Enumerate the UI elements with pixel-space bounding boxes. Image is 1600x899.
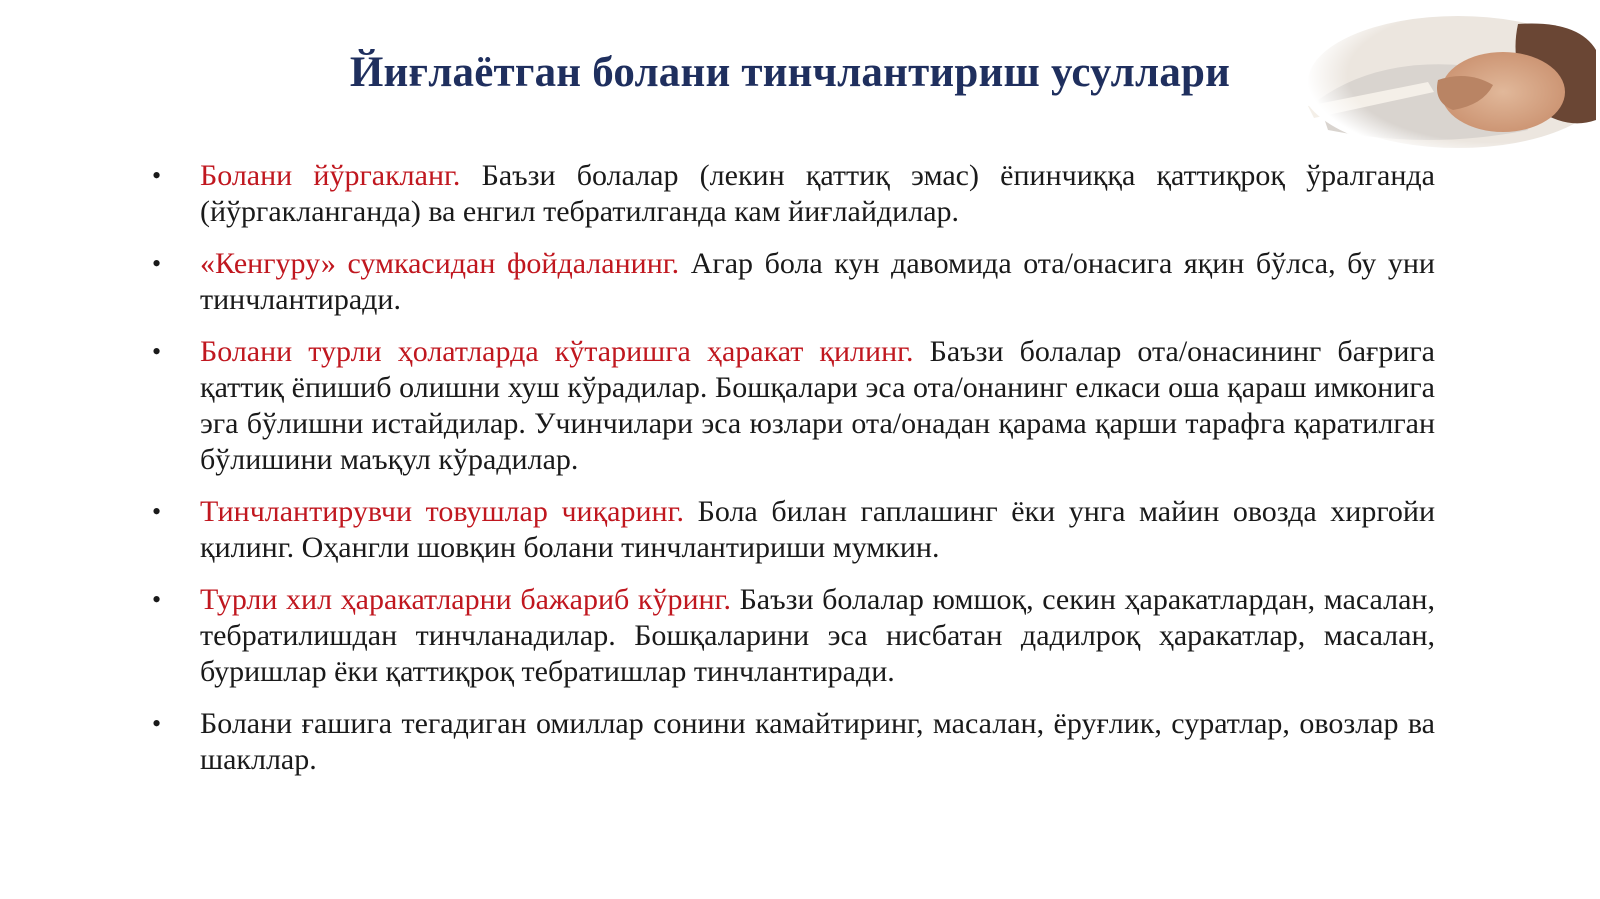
bullet-text: Баъзи болалар юмшоқ, секин ҳаракатлардан, масалан, тебратилишдан тинчланадилар. Бошқаларини эса нисбатан дадилроқ ҳаракатлар, масалан, буришлар ёки қаттиқроқ тебратишлар тинчлантиради. [200,583,1435,688]
crying-baby-photo [1278,10,1596,152]
bullet-item [150,246,1435,318]
slide-title: Йиғлаётган болани тинчлантириш усуллари [349,49,1231,96]
bullet-item [150,334,1435,478]
bullet-text: Болани ғашига тегадиган омиллар сонини камайтиринг, масалан, ёруғлик, суратлар, овозлар ва шакллар. [200,707,1435,776]
bullet-text: Агар бола кун давомида ота/онасига яқин бўлса, бу уни тинчлантиради. [200,247,1435,316]
bullet-item [150,582,1435,690]
bullet-item [150,494,1435,566]
bullet-text: Баъзи болалар ота/онасининг бағрига қаттиқ ёпишиб олишни хуш кўрадилар. Бошқалари эса ота/онанинг елкаси оша қараш имконига эга бўлишни истайдилар. Учинчилари эса юзлари ота/онадан қарама қарши тарафга қаратилган бўлишини маъқул кўрадилар. [200,335,1435,476]
bullet-marker: • [152,497,162,526]
bullet-marker: • [152,585,162,614]
bullet-highlight: Болани турли ҳолатларда кўтаришга ҳаракат қилинг. [200,335,914,368]
bullet-marker: • [152,337,162,366]
bullet-highlight: Тинчлантирувчи товушлар чиқаринг. [200,495,685,528]
bullet-marker: • [152,161,162,190]
bullet-marker: • [152,709,162,738]
bullet-highlight: Турли хил ҳаракатларни бажариб кўринг. [200,583,731,616]
bullet-text: Баъзи болалар (лекин қаттиқ эмас) ёпинчиққа қаттиқроқ ўралганда (йўргакланганда) ва енгил тебратилганда кам йиғлайдилар. [200,159,1435,228]
bullet-marker: • [152,249,162,278]
bullet-highlight: «Кенгуру» сумкасидан фойдаланинг. [200,247,680,280]
bullet-text: Бола билан гаплашинг ёки унга майин овозда хиргойи қилинг. Оҳангли шовқин болани тинчлантириши мумкин. [200,495,1435,564]
bullet-highlight: Болани йўргакланг. [200,159,461,192]
bullet-item [150,706,1435,778]
bullet-item [150,158,1435,230]
bullet-list [150,158,1435,794]
